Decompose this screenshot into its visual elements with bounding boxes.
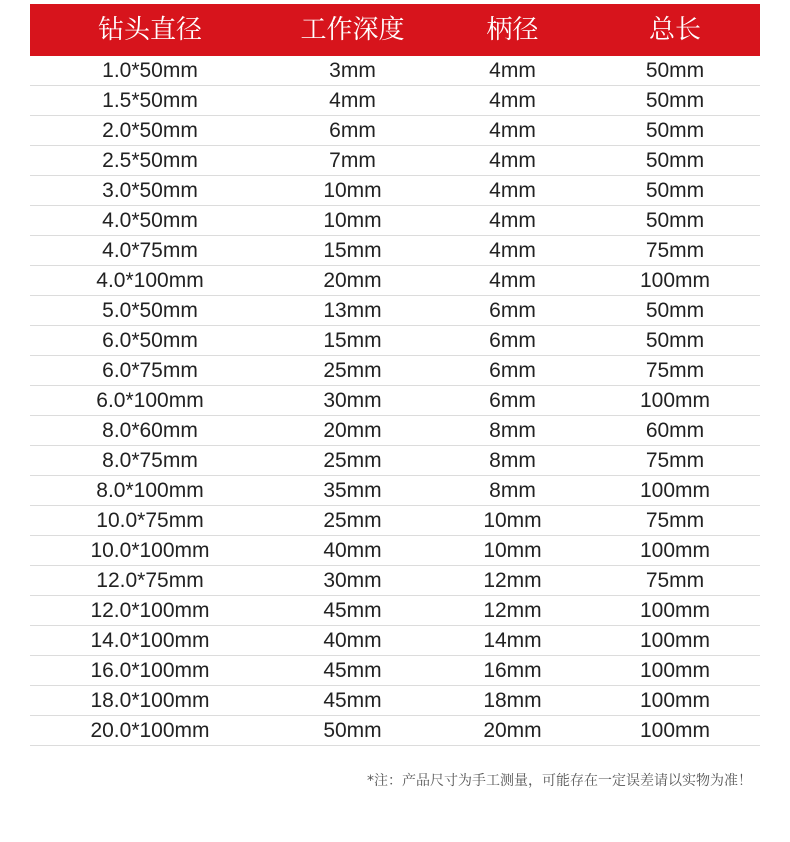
table-row: [30, 266, 760, 296]
cell-working-depth: 3mm: [329, 59, 376, 82]
cell-shank-diameter: 12mm: [483, 569, 542, 592]
cell-shank-diameter: 10mm: [483, 539, 542, 562]
table-row: [30, 356, 760, 386]
cell-shank-diameter: 10mm: [483, 509, 542, 532]
table-row: [30, 176, 760, 206]
cell-drill-diameter: 8.0*60mm: [102, 419, 198, 442]
cell-total-length: 50mm: [645, 179, 705, 202]
cell-total-length: 50mm: [645, 119, 705, 142]
cell-working-depth: 25mm: [323, 449, 382, 472]
table-row: [30, 206, 760, 236]
cell-drill-diameter: 8.0*100mm: [96, 479, 204, 502]
cell-total-length: 75mm: [645, 449, 705, 472]
cell-shank-diameter: 14mm: [483, 629, 542, 652]
table-row: [30, 236, 760, 266]
cell-working-depth: 45mm: [323, 599, 382, 622]
table-header: [30, 4, 760, 56]
table-row: [30, 476, 760, 506]
cell-total-length: 50mm: [645, 149, 705, 172]
cell-drill-diameter: 16.0*100mm: [90, 659, 210, 682]
cell-drill-diameter: 18.0*100mm: [90, 689, 210, 712]
table-row: [30, 326, 760, 356]
table-row: [30, 566, 760, 596]
cell-shank-diameter: 6mm: [489, 329, 536, 352]
cell-drill-diameter: 10.0*75mm: [96, 509, 204, 532]
cell-shank-diameter: 16mm: [483, 659, 542, 682]
table-row: [30, 536, 760, 566]
cell-total-length: 75mm: [645, 509, 705, 532]
cell-total-length: 100mm: [639, 539, 711, 562]
cell-working-depth: 15mm: [323, 329, 382, 352]
cell-working-depth: 10mm: [323, 179, 382, 202]
cell-shank-diameter: 18mm: [483, 689, 542, 712]
cell-shank-diameter: 6mm: [489, 299, 536, 322]
cell-working-depth: 6mm: [329, 119, 376, 142]
cell-working-depth: 13mm: [323, 299, 382, 322]
table-row: [30, 446, 760, 476]
cell-shank-diameter: 4mm: [489, 89, 536, 112]
table-body: [30, 56, 760, 746]
cell-shank-diameter: 20mm: [483, 719, 542, 742]
cell-working-depth: 30mm: [323, 389, 382, 412]
cell-total-length: 100mm: [639, 599, 711, 622]
cell-total-length: 100mm: [639, 479, 711, 502]
cell-total-length: 75mm: [645, 239, 705, 262]
cell-total-length: 100mm: [639, 629, 711, 652]
cell-working-depth: 7mm: [329, 149, 376, 172]
cell-shank-diameter: 4mm: [489, 269, 536, 292]
cell-shank-diameter: 12mm: [483, 599, 542, 622]
cell-total-length: 50mm: [645, 299, 705, 322]
cell-working-depth: 35mm: [323, 479, 382, 502]
table-row: [30, 626, 760, 656]
cell-drill-diameter: 6.0*100mm: [96, 389, 204, 412]
cell-total-length: 100mm: [639, 269, 711, 292]
cell-total-length: 50mm: [645, 329, 705, 352]
table-row: [30, 686, 760, 716]
table-row: [30, 656, 760, 686]
cell-working-depth: 4mm: [329, 89, 376, 112]
table-row: [30, 116, 760, 146]
header-shank-diameter: 柄径: [486, 15, 539, 45]
cell-drill-diameter: 3.0*50mm: [102, 179, 198, 202]
spec-table: [30, 4, 760, 746]
cell-drill-diameter: 4.0*75mm: [102, 239, 198, 262]
cell-working-depth: 45mm: [323, 659, 382, 682]
table-row: [30, 56, 760, 86]
header-drill-diameter: 钻头直径: [97, 15, 202, 45]
cell-shank-diameter: 4mm: [489, 59, 536, 82]
table-row: [30, 146, 760, 176]
cell-total-length: 75mm: [645, 359, 705, 382]
cell-working-depth: 30mm: [323, 569, 382, 592]
cell-working-depth: 20mm: [323, 419, 382, 442]
table-row: [30, 506, 760, 536]
cell-working-depth: 25mm: [323, 359, 382, 382]
cell-working-depth: 10mm: [323, 209, 382, 232]
table-row: [30, 296, 760, 326]
cell-shank-diameter: 8mm: [489, 449, 536, 472]
cell-shank-diameter: 4mm: [489, 239, 536, 262]
cell-total-length: 100mm: [639, 659, 711, 682]
cell-total-length: 50mm: [645, 59, 705, 82]
cell-drill-diameter: 20.0*100mm: [90, 719, 210, 742]
cell-drill-diameter: 5.0*50mm: [102, 299, 198, 322]
cell-drill-diameter: 12.0*100mm: [90, 599, 210, 622]
cell-shank-diameter: 6mm: [489, 389, 536, 412]
cell-working-depth: 25mm: [323, 509, 382, 532]
cell-shank-diameter: 8mm: [489, 419, 536, 442]
cell-shank-diameter: 4mm: [489, 149, 536, 172]
cell-drill-diameter: 1.5*50mm: [102, 89, 198, 112]
cell-shank-diameter: 8mm: [489, 479, 536, 502]
cell-working-depth: 20mm: [323, 269, 382, 292]
table-row: [30, 416, 760, 446]
cell-drill-diameter: 8.0*75mm: [102, 449, 198, 472]
cell-shank-diameter: 4mm: [489, 179, 536, 202]
table-row: [30, 386, 760, 416]
cell-drill-diameter: 4.0*50mm: [102, 209, 198, 232]
cell-drill-diameter: 10.0*100mm: [90, 539, 210, 562]
table-row: [30, 596, 760, 626]
cell-working-depth: 15mm: [323, 239, 382, 262]
cell-drill-diameter: 1.0*50mm: [102, 59, 198, 82]
cell-drill-diameter: 14.0*100mm: [90, 629, 210, 652]
table-row: [30, 716, 760, 746]
table-row: [30, 86, 760, 116]
cell-working-depth: 40mm: [323, 539, 382, 562]
footnote: *注：产品尺寸为手工测量，可能存在一定误差请以实物为准！: [367, 773, 752, 789]
cell-total-length: 50mm: [645, 89, 705, 112]
cell-total-length: 100mm: [639, 689, 711, 712]
cell-working-depth: 40mm: [323, 629, 382, 652]
cell-drill-diameter: 4.0*100mm: [96, 269, 204, 292]
cell-total-length: 100mm: [639, 719, 711, 742]
cell-total-length: 50mm: [645, 209, 705, 232]
cell-working-depth: 45mm: [323, 689, 382, 712]
cell-shank-diameter: 4mm: [489, 119, 536, 142]
cell-drill-diameter: 6.0*50mm: [102, 329, 198, 352]
cell-drill-diameter: 12.0*75mm: [96, 569, 204, 592]
cell-shank-diameter: 6mm: [489, 359, 536, 382]
header-total-length: 总长: [648, 15, 701, 45]
cell-shank-diameter: 4mm: [489, 209, 536, 232]
cell-total-length: 75mm: [645, 569, 705, 592]
cell-working-depth: 50mm: [323, 719, 382, 742]
cell-drill-diameter: 6.0*75mm: [102, 359, 198, 382]
cell-total-length: 100mm: [639, 389, 711, 412]
cell-total-length: 60mm: [645, 419, 705, 442]
cell-drill-diameter: 2.5*50mm: [102, 149, 198, 172]
header-working-depth: 工作深度: [300, 15, 405, 45]
cell-drill-diameter: 2.0*50mm: [102, 119, 198, 142]
